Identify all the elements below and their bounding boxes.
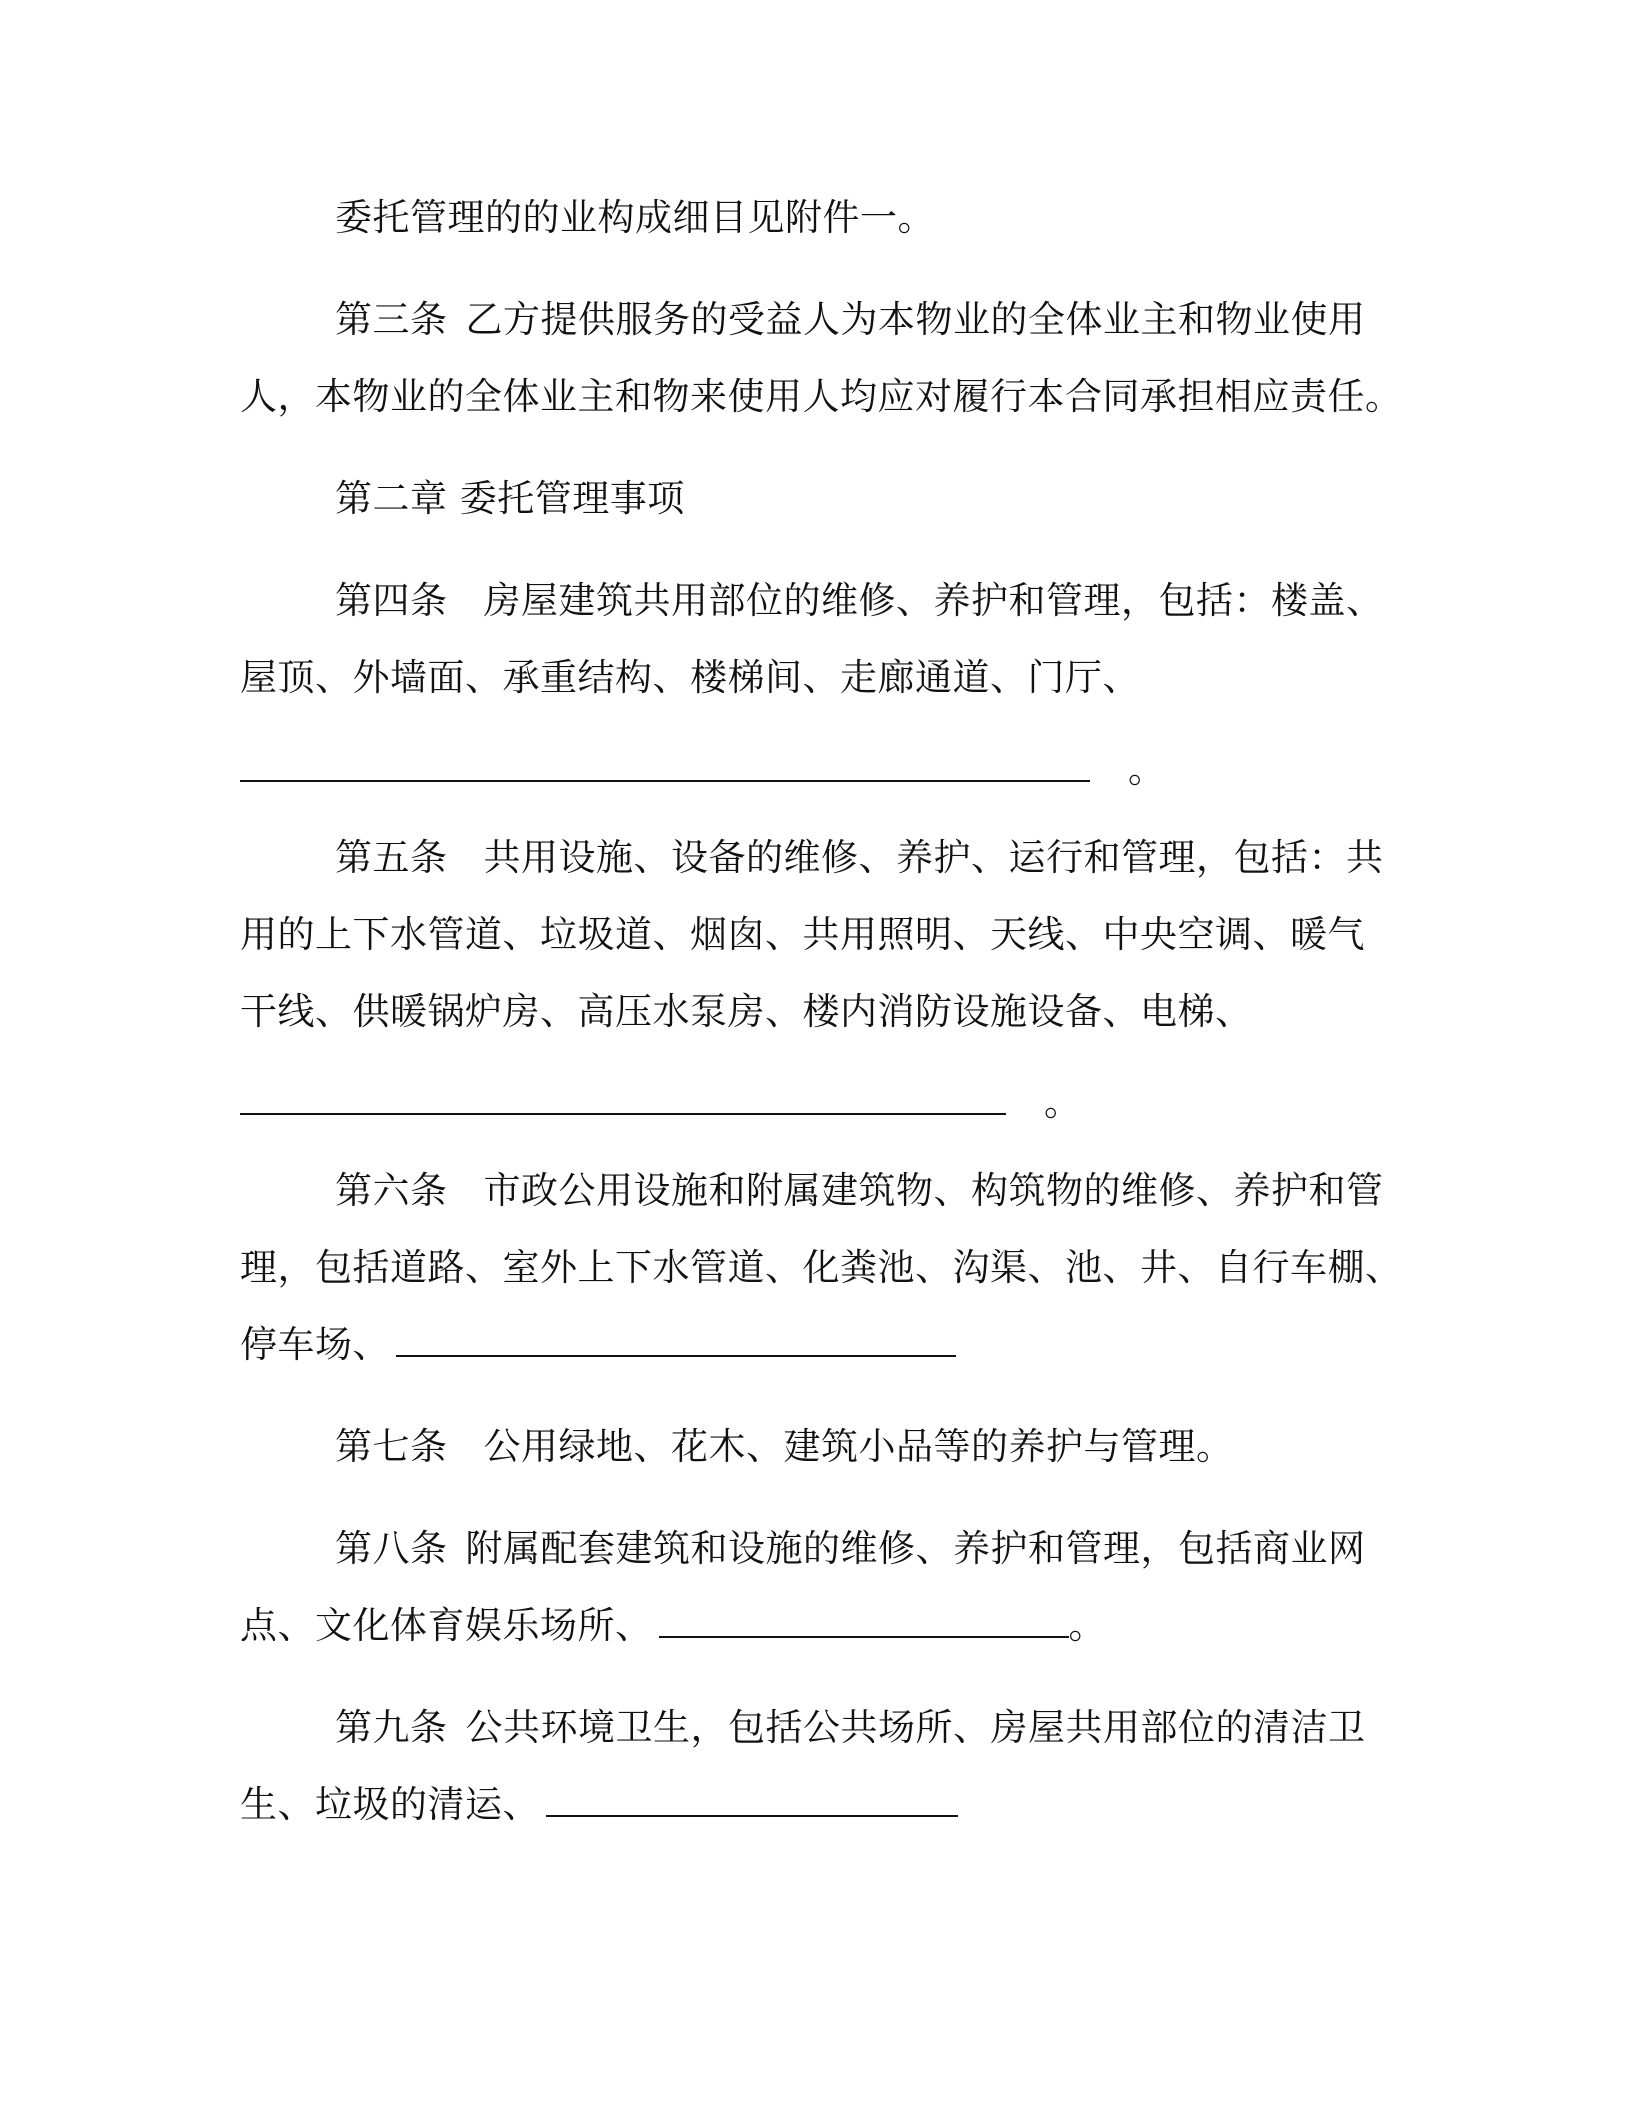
article-8-fill-blank[interactable] — [659, 1602, 1069, 1638]
article-5-end-mark: 。 — [1044, 1081, 1082, 1124]
chapter-2-heading — [335, 474, 685, 524]
article-6-line-2 — [240, 1243, 1403, 1293]
article-8-line-2 — [240, 1601, 1106, 1651]
article-5-heading: 第五条 — [335, 836, 448, 879]
article-5-line-2 — [240, 910, 1365, 960]
article-5-text-1: 共用设施、设备的维修、养护、运行和管理，包括：共 — [483, 836, 1384, 879]
article-8-text-1: 附属配套建筑和设施的维修、养护和管理，包括商业网 — [465, 1527, 1366, 1570]
article-9-text-1: 公共环境卫生，包括公共场所、房屋共用部位的清洁卫 — [465, 1706, 1366, 1749]
article-9-fill-blank[interactable] — [546, 1781, 958, 1817]
article-5-line-3 — [240, 987, 1253, 1037]
attachment-note-text: 委托管理的的业构成细目见附件一。 — [335, 196, 935, 239]
article-6-line-3 — [240, 1320, 956, 1370]
article-3-text-2: 人，本物业的全体业主和物来使用人均应对履行本合同承担相应责任。 — [240, 375, 1403, 418]
article-6-line-1 — [335, 1166, 1384, 1216]
article-7-line-1 — [335, 1422, 1234, 1472]
article-5-fill-blank[interactable] — [240, 1079, 1006, 1115]
attachment-note — [335, 193, 935, 243]
article-7-text-1: 公用绿地、花木、建筑小品等的养护与管理。 — [483, 1425, 1234, 1468]
article-4-line-1 — [335, 576, 1384, 626]
article-9-heading: 第九条 — [335, 1706, 448, 1749]
article-6-fill-blank[interactable] — [396, 1321, 956, 1357]
article-7-heading: 第七条 — [335, 1425, 448, 1468]
article-3-line-1 — [335, 295, 1366, 345]
article-6-heading: 第六条 — [335, 1169, 448, 1212]
article-6-text-3: 停车场、 — [240, 1323, 390, 1366]
article-4-fill-blank[interactable] — [240, 746, 1090, 782]
article-3-heading: 第三条 — [335, 298, 448, 341]
article-8-line-1 — [335, 1524, 1366, 1574]
article-5-text-3: 干线、供暖锅炉房、高压水泵房、楼内消防设施设备、电梯、 — [240, 990, 1253, 1033]
article-9-text-2: 生、垃圾的清运、 — [240, 1783, 540, 1826]
article-4-line-3 — [240, 745, 1166, 795]
chapter-2-title: 第二章 委托管理事项 — [335, 477, 685, 520]
article-4-heading: 第四条 — [335, 579, 448, 622]
article-9-line-1 — [335, 1703, 1366, 1753]
article-3-text-1: 乙方提供服务的受益人为本物业的全体业主和物业使用 — [465, 298, 1366, 341]
article-8-end-mark: 。 — [1068, 1604, 1106, 1647]
article-4-text-1: 房屋建筑共用部位的维修、养护和管理，包括：楼盖、 — [483, 579, 1384, 622]
article-4-end-mark: 。 — [1128, 748, 1166, 791]
article-4-line-2 — [240, 653, 1140, 703]
article-5-line-4 — [240, 1078, 1082, 1128]
article-4-text-2: 屋顶、外墙面、承重结构、楼梯间、走廊通道、门厅、 — [240, 656, 1140, 699]
article-8-heading: 第八条 — [335, 1527, 448, 1570]
article-5-line-1 — [335, 833, 1384, 883]
article-3-line-2 — [240, 372, 1403, 422]
article-9-line-2 — [240, 1780, 958, 1830]
article-5-text-2: 用的上下水管道、垃圾道、烟囱、共用照明、天线、中央空调、暖气 — [240, 913, 1365, 956]
article-8-text-2: 点、文化体育娱乐场所、 — [240, 1604, 653, 1647]
article-6-text-1: 市政公用设施和附属建筑物、构筑物的维修、养护和管 — [483, 1169, 1384, 1212]
article-6-text-2: 理，包括道路、室外上下水管道、化粪池、沟渠、池、井、自行车棚、 — [240, 1246, 1403, 1289]
